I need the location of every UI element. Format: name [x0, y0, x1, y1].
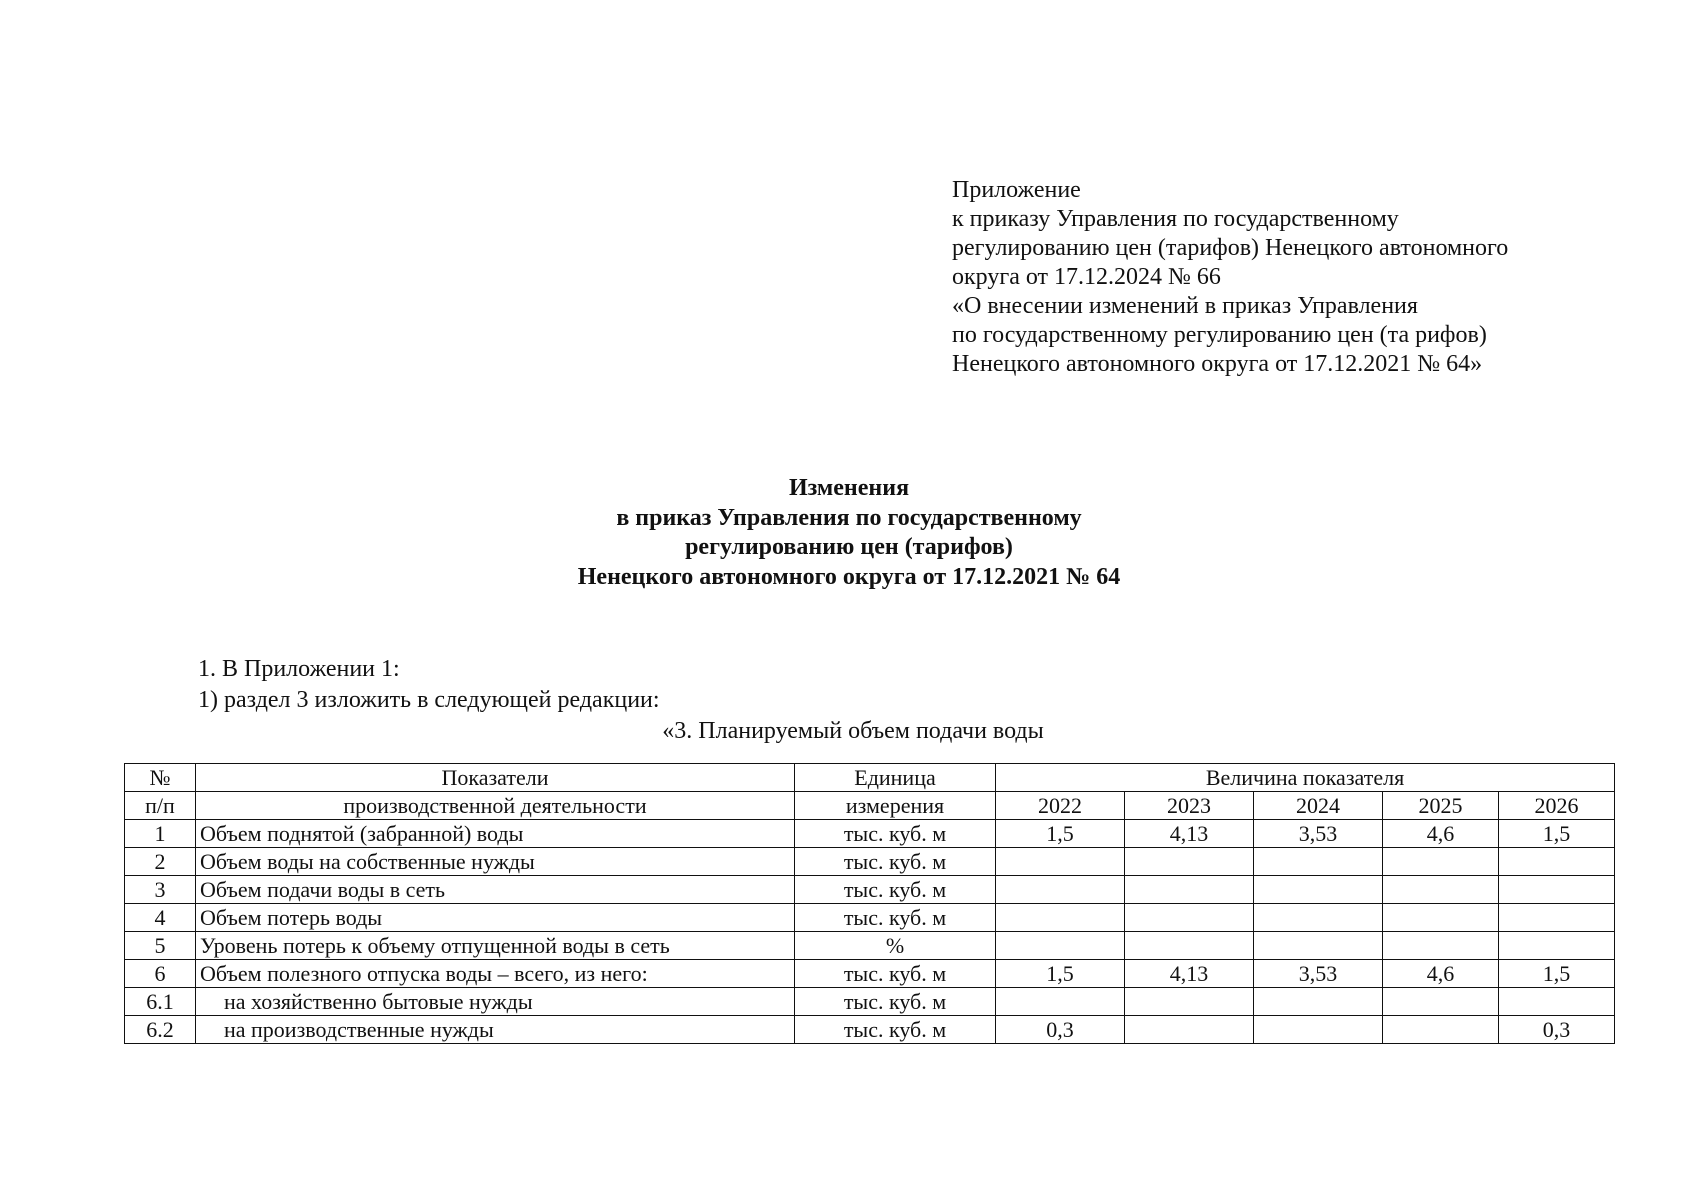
- row-value: [1254, 904, 1383, 932]
- row-value: [1383, 848, 1499, 876]
- row-value: [996, 988, 1125, 1016]
- water-supply-table: [124, 763, 1615, 1044]
- row-value: [1254, 1016, 1383, 1044]
- row-unit: тыс. куб. м: [795, 960, 996, 988]
- row-name: Объем поднятой (забранной) воды: [196, 820, 795, 848]
- header-unit-sub: измерения: [795, 792, 996, 820]
- row-value: [1383, 1016, 1499, 1044]
- row-value: 4,6: [1383, 960, 1499, 988]
- header-indicator: Показатели: [196, 764, 795, 792]
- appendix-line: по государственному регулированию цен (та рифов): [952, 322, 1487, 348]
- row-value: [1254, 932, 1383, 960]
- row-value: [996, 904, 1125, 932]
- row-num: 4: [125, 904, 196, 932]
- header-year: 2024: [1254, 792, 1383, 820]
- row-value: [996, 876, 1125, 904]
- header-value-group: Величина показателя: [996, 764, 1615, 792]
- title-line: Изменения: [788, 475, 910, 501]
- row-value: [996, 932, 1125, 960]
- row-value: [1125, 988, 1254, 1016]
- row-value: [1383, 988, 1499, 1016]
- row-value: 4,6: [1383, 820, 1499, 848]
- row-name: Объем потерь воды: [196, 904, 795, 932]
- row-unit: тыс. куб. м: [795, 848, 996, 876]
- header-num-sub: п/п: [125, 792, 196, 820]
- row-value: [1499, 932, 1615, 960]
- row-name: на производственные нужды: [196, 1016, 795, 1044]
- row-value: [1499, 876, 1615, 904]
- row-value: [1383, 904, 1499, 932]
- intro-line: 1) раздел 3 изложить в следующей редакции:: [198, 687, 660, 713]
- row-unit: тыс. куб. м: [795, 988, 996, 1016]
- header-unit: Единица: [795, 764, 996, 792]
- appendix-line: регулированию цен (тарифов) Ненецкого автономного: [952, 235, 1509, 261]
- table-row: [125, 820, 1615, 848]
- row-value: 3,53: [1254, 820, 1383, 848]
- row-name: Объем полезного отпуска воды – всего, из него:: [196, 960, 795, 988]
- header-year: 2025: [1383, 792, 1499, 820]
- table-row: [125, 848, 1615, 876]
- table-row: [125, 988, 1615, 1016]
- row-name: Объем воды на собственные нужды: [196, 848, 795, 876]
- row-value: [1383, 876, 1499, 904]
- row-name: Объем подачи воды в сеть: [196, 876, 795, 904]
- row-value: [1254, 876, 1383, 904]
- title-line: Ненецкого автономного округа от 17.12.2021 № 64: [577, 563, 1121, 590]
- appendix-line: Приложение: [952, 177, 1081, 203]
- appendix-line: Ненецкого автономного округа от 17.12.2021 № 64»: [952, 351, 1483, 377]
- row-value: [1499, 848, 1615, 876]
- row-value: [1499, 988, 1615, 1016]
- row-value: 3,53: [1254, 960, 1383, 988]
- row-unit: %: [795, 932, 996, 960]
- row-value: [1125, 1016, 1254, 1044]
- row-value: [1254, 848, 1383, 876]
- row-num: 6: [125, 960, 196, 988]
- row-value: [996, 848, 1125, 876]
- table-row: [125, 904, 1615, 932]
- appendix-line: к приказу Управления по государственному: [952, 206, 1399, 232]
- row-unit: тыс. куб. м: [795, 876, 996, 904]
- intro-text: [198, 654, 660, 716]
- appendix-line: «О внесении изменений в приказ Управления: [952, 293, 1418, 319]
- header-indicator-sub: производственной деятельности: [196, 792, 795, 820]
- appendix-line: округа от 17.12.2024 № 66: [952, 264, 1221, 290]
- header-year: 2023: [1125, 792, 1254, 820]
- row-value: 1,5: [996, 820, 1125, 848]
- appendix-note: [952, 176, 1508, 379]
- table-row: [125, 932, 1615, 960]
- row-value: [1125, 848, 1254, 876]
- row-value: 0,3: [1499, 1016, 1615, 1044]
- row-value: 4,13: [1125, 960, 1254, 988]
- title-line: в приказ Управления по государственному: [616, 504, 1082, 531]
- row-value: [1383, 932, 1499, 960]
- row-value: 1,5: [1499, 820, 1615, 848]
- header-num: №: [125, 764, 196, 792]
- row-value: [1499, 904, 1615, 932]
- section-heading: «3. Планируемый объем подачи воды: [662, 718, 1044, 744]
- table-header-row: [125, 792, 1615, 820]
- row-num: 6.1: [125, 988, 196, 1016]
- row-unit: тыс. куб. м: [795, 1016, 996, 1044]
- header-year: 2026: [1499, 792, 1615, 820]
- row-num: 3: [125, 876, 196, 904]
- row-name: Уровень потерь к объему отпущенной воды в сеть: [196, 932, 795, 960]
- table-row: [125, 1016, 1615, 1044]
- table-row: [125, 960, 1615, 988]
- row-num: 1: [125, 820, 196, 848]
- row-unit: тыс. куб. м: [795, 904, 996, 932]
- title-line: регулированию цен (тарифов): [685, 534, 1013, 560]
- intro-line: 1. В Приложении 1:: [198, 656, 400, 682]
- table-header-row: [125, 764, 1615, 792]
- table-row: [125, 876, 1615, 904]
- row-value: 0,3: [996, 1016, 1125, 1044]
- row-value: 1,5: [1499, 960, 1615, 988]
- header-year: 2022: [996, 792, 1125, 820]
- row-value: 4,13: [1125, 820, 1254, 848]
- document-title: [0, 474, 1698, 592]
- row-name: на хозяйственно бытовые нужды: [196, 988, 795, 1016]
- row-unit: тыс. куб. м: [795, 820, 996, 848]
- row-num: 2: [125, 848, 196, 876]
- row-num: 6.2: [125, 1016, 196, 1044]
- row-value: [1125, 876, 1254, 904]
- row-value: [1125, 932, 1254, 960]
- row-num: 5: [125, 932, 196, 960]
- row-value: 1,5: [996, 960, 1125, 988]
- row-value: [1254, 988, 1383, 1016]
- row-value: [1125, 904, 1254, 932]
